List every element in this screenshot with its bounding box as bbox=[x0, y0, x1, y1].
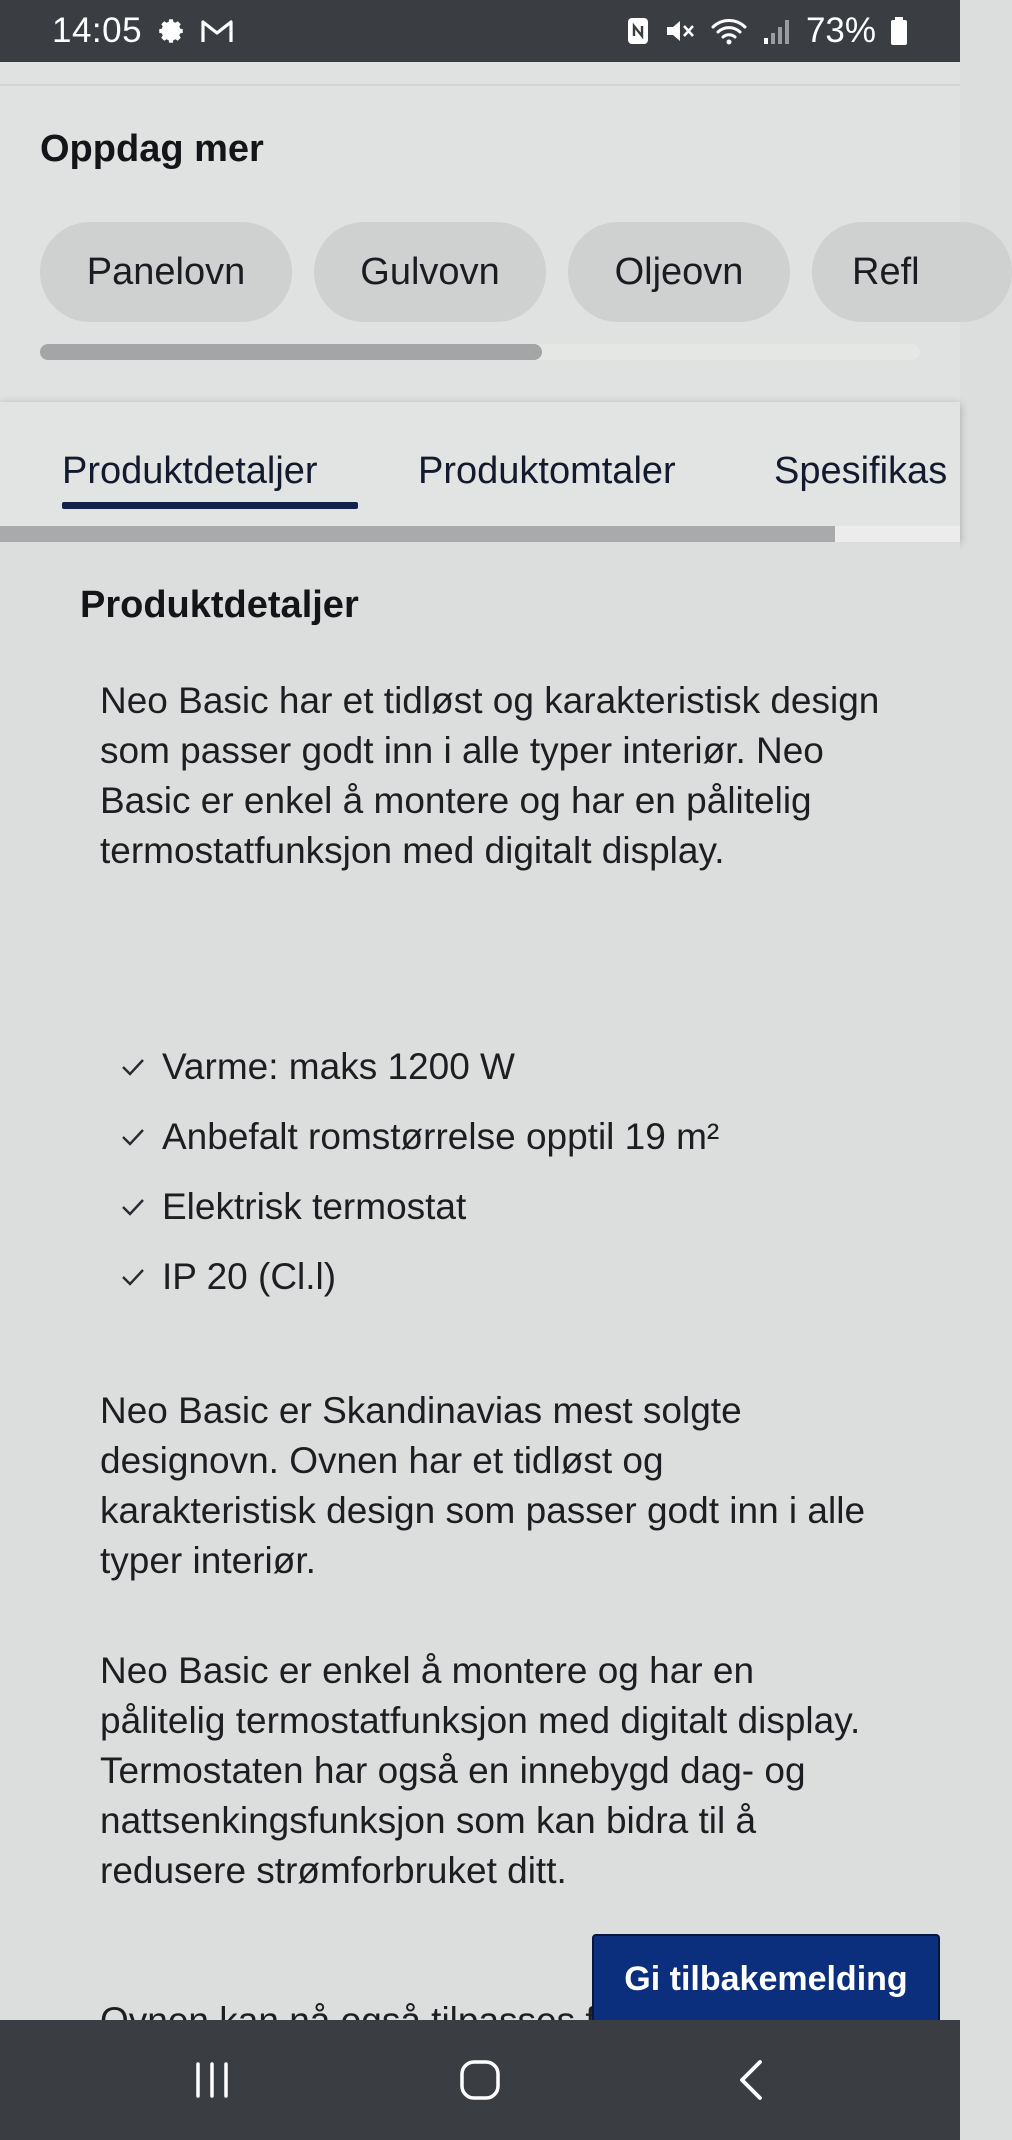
tabs-bar bbox=[0, 402, 960, 542]
list-item bbox=[120, 1172, 719, 1242]
check-icon bbox=[120, 1196, 150, 1218]
mute-icon bbox=[664, 16, 696, 46]
system-nav-bar bbox=[0, 2020, 960, 2140]
discover-section bbox=[0, 62, 960, 402]
recents-icon[interactable] bbox=[182, 2050, 242, 2110]
tab-produktdetaljer[interactable]: Produktdetaljer bbox=[62, 450, 318, 492]
active-tab-indicator bbox=[62, 502, 358, 509]
gmail-icon bbox=[200, 17, 234, 45]
back-icon[interactable] bbox=[722, 2050, 782, 2110]
product-details-content bbox=[0, 542, 960, 2020]
feature-text: IP 20 (Cl.l) bbox=[162, 1256, 337, 1297]
check-icon bbox=[120, 1056, 150, 1078]
status-right bbox=[626, 11, 908, 51]
signal-icon bbox=[762, 16, 792, 46]
chip-oljeovn[interactable]: Oljeovn bbox=[568, 222, 790, 322]
intro-paragraph: Neo Basic har et tidløst og karakteristisk design som passer godt inn i alle typer interiør. Neo Basic er enkel å montere og har en pålitelig termostatfunksjon med digitalt display. bbox=[100, 680, 880, 871]
tab-produktomtaler[interactable]: Produktomtaler bbox=[418, 450, 676, 492]
tab-spesifikasjoner[interactable]: Spesifikas bbox=[774, 450, 948, 492]
gear-icon bbox=[156, 16, 186, 46]
tabs-scrollbar[interactable] bbox=[0, 526, 960, 542]
check-icon bbox=[120, 1266, 150, 1288]
battery-icon bbox=[890, 16, 908, 46]
status-bar bbox=[0, 0, 960, 62]
battery-percent: 73% bbox=[805, 11, 876, 50]
chip-row[interactable] bbox=[40, 222, 920, 322]
list-item bbox=[120, 1032, 719, 1102]
discover-scrollbar-thumb[interactable] bbox=[40, 344, 542, 360]
section-title: Produktdetaljer bbox=[80, 584, 359, 626]
chip-refl[interactable]: Refl bbox=[812, 222, 1012, 322]
chip-gulvovn[interactable]: Gulvovn bbox=[314, 222, 546, 322]
tabs-scrollbar-thumb[interactable] bbox=[0, 526, 835, 542]
list-item bbox=[120, 1102, 719, 1172]
paragraph-3: Neo Basic er enkel å montere og har en pålitelig termostatfunksjon med digitalt display. Termostaten har også en innebygd dag- og nattsenkingsfunksjon som kan bidra til å redusere strømforbruket ditt. bbox=[100, 1650, 861, 1891]
feature-text: Varme: maks 1200 W bbox=[162, 1046, 515, 1087]
home-icon[interactable] bbox=[450, 2050, 510, 2110]
discover-title: Oppdag mer bbox=[40, 128, 264, 170]
feature-list bbox=[120, 1032, 719, 1312]
nfc-icon bbox=[626, 16, 650, 46]
feedback-button[interactable]: Gi tilbakemelding bbox=[592, 1934, 940, 2024]
status-time: 14:05 bbox=[52, 11, 143, 50]
list-item bbox=[120, 1242, 719, 1312]
divider bbox=[0, 84, 960, 86]
chip-panelovn[interactable]: Panelovn bbox=[40, 222, 292, 322]
feature-text: Anbefalt romstørrelse opptil 19 m² bbox=[162, 1116, 720, 1157]
paragraph-2: Neo Basic er Skandinavias mest solgte designovn. Ovnen har et tidløst og karakteristisk design som passer godt inn i alle typer interiør. bbox=[100, 1390, 866, 1581]
feature-text: Elektrisk termostat bbox=[162, 1186, 467, 1227]
status-left bbox=[52, 11, 234, 51]
check-icon bbox=[120, 1126, 150, 1148]
wifi-icon bbox=[710, 16, 748, 46]
discover-scrollbar[interactable] bbox=[40, 344, 920, 360]
